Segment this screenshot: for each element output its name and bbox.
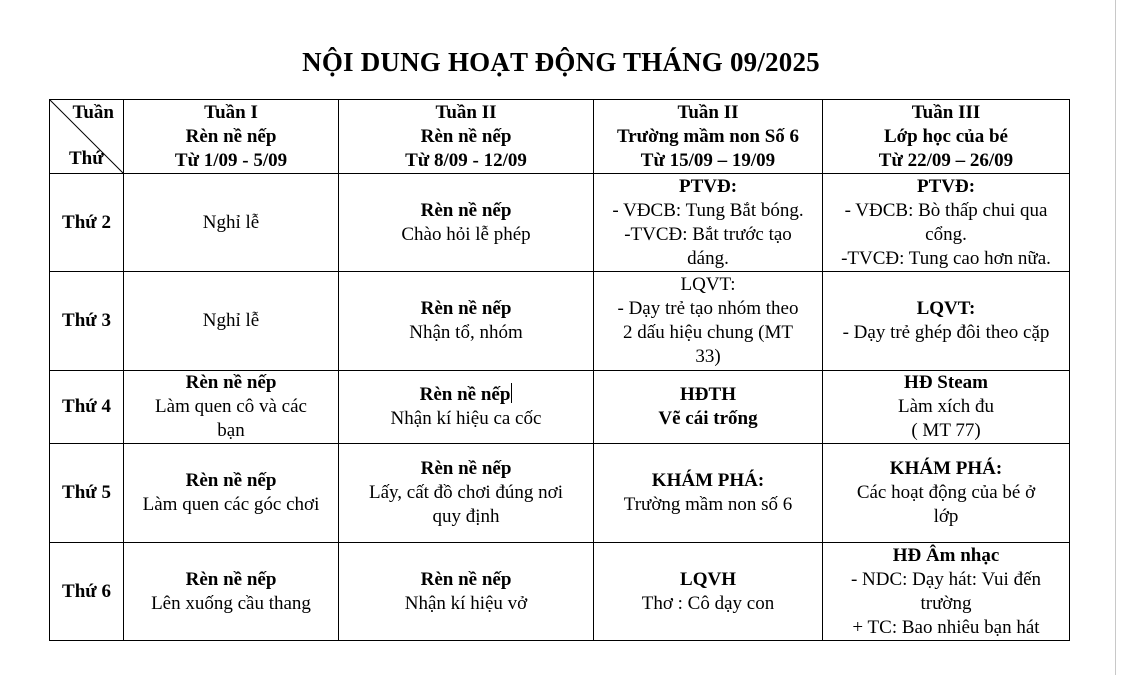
activity-line: HĐTH bbox=[680, 384, 736, 405]
activity-line: Rèn nề nếp bbox=[185, 470, 277, 491]
activity-line: Thơ : Cô dạy con bbox=[641, 592, 775, 614]
corner-week-label: Tuần bbox=[72, 102, 114, 123]
activity-line: -TVCĐ: Tung cao hơn nữa. bbox=[841, 247, 1051, 269]
activity-line: Các hoạt động của bé ở bbox=[856, 482, 1036, 503]
activity-line: Làm quen cô và các bbox=[155, 396, 307, 417]
activity-cell bbox=[124, 444, 339, 543]
week-theme: Lớp học của bé bbox=[883, 125, 1008, 147]
activity-line: + TC: Bao nhiêu bạn hát bbox=[852, 616, 1040, 638]
activity-line: Rèn nề nếp bbox=[420, 199, 512, 221]
activity-line: Nghỉ lễ bbox=[202, 310, 260, 331]
activity-line: Nghỉ lễ bbox=[202, 211, 260, 233]
day-label: Thứ 5 bbox=[50, 444, 124, 543]
header-row bbox=[50, 100, 1070, 174]
activity-line: Rèn nề nếp bbox=[420, 458, 512, 479]
activity-line: - Dạy trẻ ghép đôi theo cặp bbox=[842, 322, 1050, 343]
activity-line: LQVH bbox=[680, 568, 736, 590]
activity-line: Làm xích đu bbox=[897, 396, 995, 417]
corner-day-label: Thứ bbox=[69, 148, 104, 169]
activity-cell bbox=[124, 371, 339, 444]
activity-line: Nhận tổ, nhóm bbox=[409, 322, 523, 343]
activity-cell bbox=[594, 371, 823, 444]
activity-cell bbox=[339, 444, 594, 543]
activity-line: KHÁM PHÁ: bbox=[651, 470, 765, 491]
activity-line: LQVT: bbox=[680, 274, 736, 295]
activity-line: Rèn nề nếp bbox=[185, 372, 277, 393]
activity-line: 2 dấu hiệu chung (MT bbox=[623, 322, 793, 343]
activity-line: Rèn nề nếp bbox=[185, 568, 277, 590]
activity-line: -TVCĐ: Bắt trước tạo bbox=[624, 223, 792, 245]
day-label: Thứ 6 bbox=[50, 543, 124, 641]
week-header bbox=[339, 100, 594, 174]
activity-line: cổng. bbox=[925, 223, 967, 245]
day-row bbox=[50, 543, 1070, 641]
week-name: Tuần II bbox=[677, 101, 739, 123]
corner-cell bbox=[50, 100, 124, 174]
day-row bbox=[50, 371, 1070, 444]
activity-line: - Dạy trẻ tạo nhóm theo bbox=[617, 298, 799, 319]
activity-plan-table bbox=[49, 99, 1070, 641]
activity-line: Nhận kí hiệu ca cốc bbox=[390, 408, 542, 429]
activity-line: LQVT: bbox=[916, 298, 976, 319]
week-header bbox=[823, 100, 1070, 174]
week-name: Tuần II bbox=[435, 101, 497, 123]
activity-line: dáng. bbox=[687, 247, 729, 269]
activity-line: Rèn nề nếp bbox=[420, 298, 512, 319]
page-title: NỘI DUNG HOẠT ĐỘNG THÁNG 09/2025 bbox=[302, 47, 820, 77]
day-row bbox=[50, 174, 1070, 272]
activity-cell bbox=[823, 272, 1070, 371]
activity-line: Rèn nề nếp bbox=[419, 384, 511, 405]
activity-line: KHÁM PHÁ: bbox=[889, 458, 1003, 479]
activity-line: PTVĐ: bbox=[678, 175, 738, 197]
day-row bbox=[50, 272, 1070, 371]
activity-cell bbox=[339, 543, 594, 641]
activity-cell bbox=[124, 272, 339, 371]
day-label: Thứ 3 bbox=[50, 272, 124, 371]
week-header bbox=[594, 100, 823, 174]
activity-line: - VĐCB: Tung Bắt bóng. bbox=[612, 199, 804, 221]
activity-cell bbox=[823, 444, 1070, 543]
page-right-margin-line bbox=[1115, 0, 1116, 675]
activity-cell bbox=[124, 543, 339, 641]
week-theme: Rèn nề nếp bbox=[185, 125, 277, 147]
activity-line: Chào hỏi lễ phép bbox=[401, 223, 531, 245]
activity-line: Lấy, cất đồ chơi đúng nơi bbox=[368, 482, 564, 503]
activity-line: HĐ Âm nhạc bbox=[892, 544, 1000, 566]
activity-line: Vẽ cái trống bbox=[658, 408, 758, 429]
week-dates: Từ 1/09 - 5/09 bbox=[174, 149, 288, 171]
day-row bbox=[50, 444, 1070, 543]
activity-cell bbox=[823, 174, 1070, 272]
day-label: Thứ 4 bbox=[50, 371, 124, 444]
week-dates: Từ 15/09 – 19/09 bbox=[640, 149, 776, 171]
activity-line: HĐ Steam bbox=[904, 372, 988, 393]
activity-cell bbox=[594, 444, 823, 543]
activity-line: trường bbox=[920, 592, 972, 614]
week-header bbox=[124, 100, 339, 174]
activity-line: - VĐCB: Bò thấp chui qua bbox=[844, 199, 1048, 221]
week-name: Tuần III bbox=[911, 101, 981, 123]
activity-cell bbox=[339, 174, 594, 272]
activity-line: ( MT 77) bbox=[911, 420, 981, 441]
text-cursor bbox=[511, 383, 512, 403]
week-dates: Từ 22/09 – 26/09 bbox=[878, 149, 1014, 171]
week-name: Tuần I bbox=[204, 101, 258, 123]
week-theme: Trường mầm non Số 6 bbox=[616, 125, 800, 147]
week-theme: Rèn nề nếp bbox=[420, 125, 512, 147]
activity-cell bbox=[339, 371, 594, 444]
activity-line: 33) bbox=[695, 346, 721, 367]
activity-line: Trường mầm non số 6 bbox=[623, 494, 793, 515]
day-label: Thứ 2 bbox=[50, 174, 124, 272]
activity-cell bbox=[594, 174, 823, 272]
activity-cell bbox=[339, 272, 594, 371]
activity-line: PTVĐ: bbox=[916, 175, 976, 197]
activity-line: Làm quen các góc chơi bbox=[142, 494, 320, 515]
activity-cell bbox=[594, 543, 823, 641]
activity-line: Rèn nề nếp bbox=[420, 568, 512, 590]
activity-line: lớp bbox=[933, 506, 959, 527]
activity-cell bbox=[823, 543, 1070, 641]
activity-cell bbox=[594, 272, 823, 371]
activity-line: - NDC: Dạy hát: Vui đến bbox=[850, 568, 1042, 590]
week-dates: Từ 8/09 - 12/09 bbox=[405, 149, 527, 171]
activity-cell bbox=[823, 371, 1070, 444]
activity-line: Nhận kí hiệu vở bbox=[404, 592, 528, 614]
activity-line: bạn bbox=[217, 420, 245, 441]
activity-cell bbox=[124, 174, 339, 272]
activity-line: Lên xuống cầu thang bbox=[151, 592, 311, 614]
activity-line: quy định bbox=[432, 506, 500, 527]
